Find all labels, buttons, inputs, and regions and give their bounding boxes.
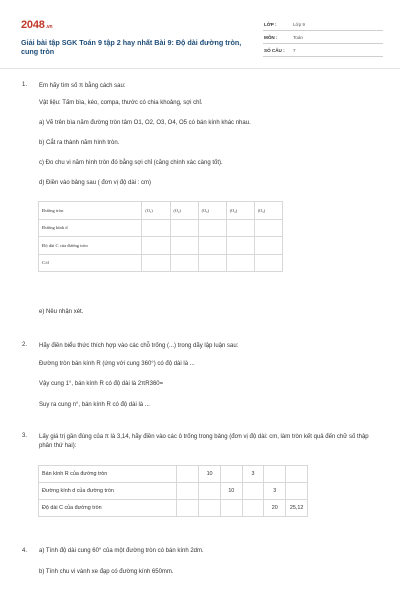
question-text: Lấy giá trị gần đúng của π là 3,14, hãy điền vào các ô trống trong bảng (đơn vị độ dài: cm, làm tròn kết quả đến chữ số thập phân thứ hai):	[39, 434, 369, 449]
table-row-label: C/d	[39, 254, 142, 272]
question-line: e) Nêu nhận xét.	[39, 309, 84, 315]
table-cell	[199, 500, 221, 517]
header-divider	[0, 68, 400, 69]
page-title: Giải bài tập SGK Toán 9 tập 2 hay nhất Bài 9: Độ dài đường tròn, cung tròn	[21, 38, 242, 56]
table-cell	[198, 237, 226, 255]
table-cell	[198, 254, 226, 272]
table-cell: 10	[220, 483, 242, 500]
table-header-cell: (O₁)	[142, 202, 170, 220]
table-row	[39, 483, 308, 500]
table-cell	[220, 500, 242, 517]
table-row-label: Đường kính d của đường tròn	[39, 483, 177, 500]
table-row	[39, 500, 308, 517]
question-line: c) Đo chu vi năm hình tròn đó bằng sợi chỉ (căng chính xác càng tốt).	[39, 160, 223, 166]
header	[17, 14, 385, 60]
table-header-cell: Đường tròn	[39, 202, 142, 220]
meta-row-count	[263, 45, 383, 57]
circle-values-table	[38, 465, 308, 517]
meta-label: MÔN :	[264, 35, 278, 40]
logo-suffix: .vn	[45, 24, 53, 30]
meta-value: 7	[293, 48, 296, 53]
question-number: 4.	[22, 548, 28, 554]
table-row	[39, 254, 283, 272]
meta-row-subject	[263, 32, 383, 44]
table-cell	[286, 466, 308, 483]
table-row	[39, 466, 308, 483]
table-header-cell: (O₃)	[198, 202, 226, 220]
table-row	[39, 219, 283, 237]
table-cell	[198, 219, 226, 237]
logo-text: 2048	[21, 19, 45, 31]
meta-info	[263, 19, 383, 58]
table-cell	[199, 483, 221, 500]
table-header-row	[39, 202, 283, 220]
table-cell	[142, 237, 170, 255]
question-line: a) Tính độ dài cung 60° của một đường tròn có bán kính 2dm.	[39, 548, 204, 554]
table-cell	[177, 483, 199, 500]
site-logo[interactable]	[21, 19, 52, 32]
table-cell: 25,12	[286, 500, 308, 517]
table-cell: 3	[264, 483, 286, 500]
question-line: Vậy cung 1°, bán kính R có độ dài là 2πR360=	[39, 381, 164, 387]
table-cell	[177, 466, 199, 483]
question-number: 3.	[22, 433, 28, 439]
table-cell: 20	[264, 500, 286, 517]
question-line: b) Tính chu vi vành xe đạp có đường kính 650mm.	[39, 569, 174, 575]
measurement-table	[38, 201, 283, 272]
table-cell	[254, 237, 282, 255]
table-row-label: Độ dài C của đường tròn	[39, 237, 142, 255]
question-text: Em hãy tìm số π bằng cách sau:	[39, 83, 126, 89]
table-cell	[177, 500, 199, 517]
table-cell	[142, 254, 170, 272]
question-line: Đường tròn bán kính R (ứng với cung 360°) có độ dài là ...	[39, 361, 195, 367]
meta-label: LỚP :	[264, 22, 277, 27]
table-cell	[254, 219, 282, 237]
meta-row-class	[263, 19, 383, 31]
table-cell	[242, 483, 264, 500]
question-line: d) Điền vào bảng sau ( đơn vị độ dài : cm)	[39, 180, 151, 186]
table-cell	[286, 483, 308, 500]
table-cell	[142, 219, 170, 237]
table-cell	[242, 500, 264, 517]
table-cell	[264, 466, 286, 483]
question-line: a) Vẽ trên bìa năm đường tròn tâm O1, O2, O3, O4, O5 có bán kính khác nhau.	[39, 120, 251, 126]
table-cell: 10	[199, 466, 221, 483]
table-header-cell: (O₅)	[254, 202, 282, 220]
table-cell	[226, 219, 254, 237]
table-row	[39, 237, 283, 255]
table-cell	[254, 254, 282, 272]
table-cell	[170, 219, 198, 237]
table-cell	[170, 237, 198, 255]
question-line: b) Cắt ra thành năm hình tròn.	[39, 140, 120, 146]
table-cell	[226, 254, 254, 272]
table-cell: 3	[242, 466, 264, 483]
meta-value: Lớp 9	[293, 22, 305, 27]
question-number: 2.	[22, 342, 28, 348]
table-row-label: Độ dài C của đường tròn	[39, 500, 177, 517]
table-cell	[226, 237, 254, 255]
question-line: Vật liệu: Tấm bìa, kéo, compa, thước có chia khoảng, sợi chỉ.	[39, 100, 203, 106]
table-header-cell: (O₂)	[170, 202, 198, 220]
table-cell	[220, 466, 242, 483]
table-header-cell: (O₄)	[226, 202, 254, 220]
meta-label: SỐ CÂU :	[264, 48, 285, 53]
meta-value: Toán	[293, 35, 303, 40]
table-row-label: Đường kính d	[39, 219, 142, 237]
question-line: Suy ra cung n°, bán kính R có độ dài là ...	[39, 402, 150, 408]
table-cell	[170, 254, 198, 272]
question-number: 1.	[22, 82, 28, 88]
question-text: Hãy điền biểu thức thích hợp vào các chỗ trống (...) trong dãy lập luận sau:	[39, 343, 239, 349]
table-row-label: Bán kính R của đường tròn	[39, 466, 177, 483]
